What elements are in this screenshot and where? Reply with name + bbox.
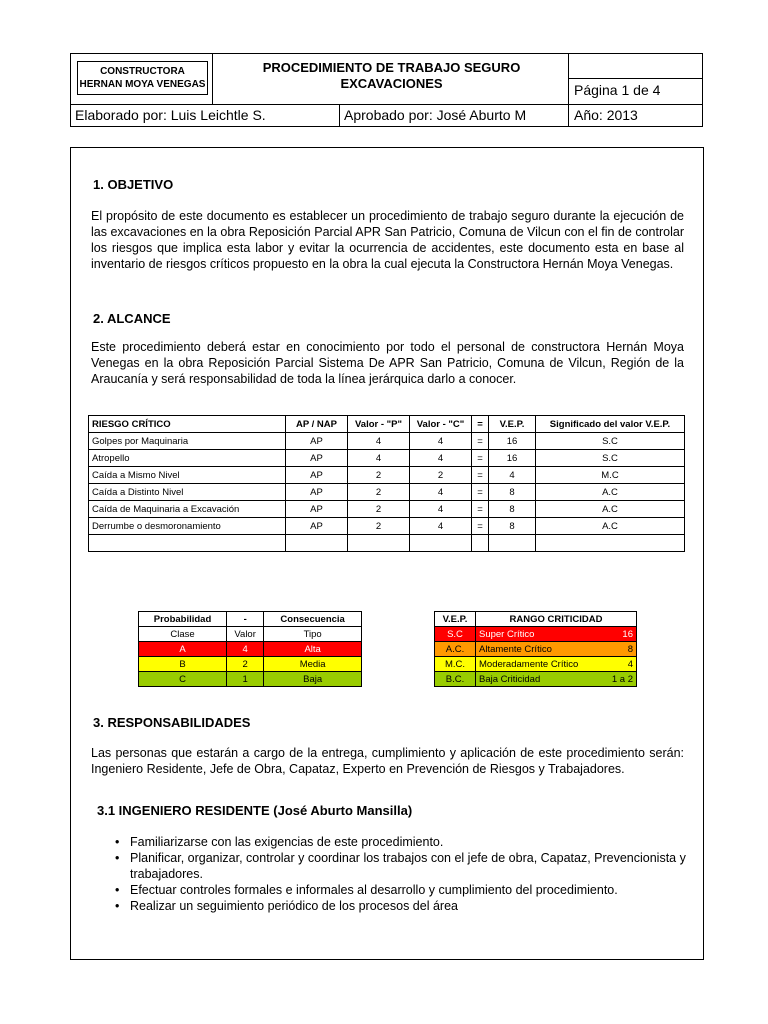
table-cell: A.C. — [435, 642, 476, 657]
table-row — [89, 484, 685, 501]
title-line2: EXCAVACIONES — [340, 76, 443, 91]
col-valor-c: Valor - "C" — [410, 416, 472, 433]
document-title — [214, 60, 569, 92]
table-cell: A — [139, 642, 227, 657]
table-cell: Golpes por Maquinaria — [89, 433, 286, 450]
col-vep: V.E.P. — [489, 416, 536, 433]
table-cell: V.E.P. — [435, 612, 476, 627]
table-cell: Atropello — [89, 450, 286, 467]
table-cell: 4 — [227, 642, 264, 657]
prob-subheader — [139, 627, 362, 642]
table-cell: Baja Criticidad — [476, 672, 603, 687]
table-cell: 8 — [489, 518, 536, 535]
vep-header — [435, 612, 637, 627]
table-cell: = — [472, 484, 489, 501]
table-cell: 2 — [410, 467, 472, 484]
responsibilities-list — [112, 834, 702, 914]
list-item: • Efectuar controles formales e informales al desarrollo y cumplimiento del procedimiento. — [112, 882, 702, 898]
vep-table — [434, 611, 637, 687]
table-row — [435, 657, 637, 672]
table-cell: 2 — [348, 484, 410, 501]
table-cell: C — [139, 672, 227, 687]
table-cell: M.C. — [435, 657, 476, 672]
table-row — [139, 657, 362, 672]
col-ap-nap: AP / NAP — [286, 416, 348, 433]
table-cell: 8 — [489, 484, 536, 501]
table-cell: AP — [286, 518, 348, 535]
company-logo — [77, 61, 208, 95]
document-header — [70, 53, 703, 127]
table-cell: = — [472, 467, 489, 484]
col-valor-p: Valor - "P" — [348, 416, 410, 433]
table-cell: 4 — [410, 501, 472, 518]
section-alcance-title: 2. ALCANCE — [93, 311, 171, 326]
table-cell: A.C — [536, 518, 685, 535]
table-cell: 4 — [602, 657, 637, 672]
table-row — [435, 627, 637, 642]
table-cell: A.C — [536, 484, 685, 501]
table-cell: Probabilidad — [139, 612, 227, 627]
table-cell: 4 — [410, 450, 472, 467]
page-number: Página 1 de 4 — [574, 82, 661, 98]
col-equals: = — [472, 416, 489, 433]
table-row — [89, 433, 685, 450]
table-cell: B — [139, 657, 227, 672]
prob-header — [139, 612, 362, 627]
table-cell: 2 — [348, 501, 410, 518]
list-item: • Familiarizarse con las exigencias de este procedimiento. — [112, 834, 702, 850]
section-objetivo-title: 1. OBJETIVO — [93, 177, 174, 192]
table-cell: S.C — [435, 627, 476, 642]
probability-table — [138, 611, 362, 687]
table-cell: Valor — [227, 627, 264, 642]
table-cell: Super Crítico — [476, 627, 603, 642]
table-cell: M.C — [536, 467, 685, 484]
risk-table — [88, 415, 685, 552]
table-cell: 16 — [602, 627, 637, 642]
section-responsabilidades-text: Las personas que estarán a cargo de la entrega, cumplimiento y aplicación de este procedimiento serán: Ingeniero Residente, Jefe de Obra, Capataz, Experto en Prevención de Riesgos y Trabajadores. — [91, 746, 684, 776]
table-cell: Tipo — [264, 627, 362, 642]
table-cell: 4 — [410, 433, 472, 450]
table-row — [435, 672, 637, 687]
table-cell: 4 — [348, 450, 410, 467]
aprobado-por: Aprobado por: José Aburto M — [344, 107, 527, 123]
table-cell: Baja — [264, 672, 362, 687]
table-cell: 16 — [489, 433, 536, 450]
table-cell: 8 — [489, 501, 536, 518]
table-row — [89, 450, 685, 467]
table-cell: 4 — [410, 484, 472, 501]
table-cell: 1 — [227, 672, 264, 687]
table-cell: Altamente Crítico — [476, 642, 603, 657]
table-cell: S.C — [536, 450, 685, 467]
table-cell: 2 — [348, 518, 410, 535]
section-alcance-text: Este procedimiento deberá estar en conocimiento por todo el personal de constructora Hernán Moya Venegas en la obra Reposición Parcial Sistema De APR San Patricio, Comuna de Vilcun, Región de la Araucanía y será responsabilidad de toda la línea jerárquica darlo a conocer. — [91, 340, 684, 386]
list-item: • Realizar un seguimiento periódico de los procesos del área — [112, 898, 702, 914]
table-cell: - — [227, 612, 264, 627]
table-cell: 8 — [602, 642, 637, 657]
col-riesgo: RIESGO CRÍTICO — [89, 416, 286, 433]
title-line1: PROCEDIMIENTO DE TRABAJO SEGURO — [262, 60, 521, 75]
table-cell: Alta — [264, 642, 362, 657]
table-cell: AP — [286, 484, 348, 501]
table-row-empty — [89, 535, 685, 552]
table-cell: 2 — [227, 657, 264, 672]
table-cell: Caída a Distinto Nivel — [89, 484, 286, 501]
list-item: • Planificar, organizar, controlar y coordinar los trabajos con el jefe de obra, Capataz, Prevencionista y trabajadores. — [112, 850, 702, 882]
table-cell: AP — [286, 501, 348, 518]
table-row — [89, 518, 685, 535]
table-cell: Caída de Maquinaria a Excavación — [89, 501, 286, 518]
table-cell: B.C. — [435, 672, 476, 687]
table-cell: Moderadamente Crítico — [476, 657, 603, 672]
table-cell: = — [472, 433, 489, 450]
table-cell: 4 — [489, 467, 536, 484]
elaborado-por: Elaborado por: Luis Leichtle S. — [75, 107, 266, 123]
table-cell: 4 — [410, 518, 472, 535]
table-cell: RANGO CRITICIDAD — [476, 612, 637, 627]
table-cell: 2 — [348, 467, 410, 484]
table-cell: Caída a Mismo Nivel — [89, 467, 286, 484]
col-significado: Significado del valor V.E.P. — [536, 416, 685, 433]
subsection-ingeniero-title: 3.1 INGENIERO RESIDENTE (José Aburto Mansilla) — [97, 803, 413, 818]
section-objetivo-text: El propósito de este documento es establecer un procedimiento de trabajo seguro durante la ejecución de las excavaciones en la obra Reposición Parcial APR San Patricio, Comuna de Vilcun con el fin de controlar los riesgos que implica esta labor y evitar la ocurrencia de accidentes, este documento esta en base al inventario de riesgos críticos propuesto en la obra la cual ejecuta la Constructora Hernán Moya Venegas. — [91, 209, 684, 271]
risk-table-header — [89, 416, 685, 433]
table-cell: = — [472, 450, 489, 467]
table-cell: S.C — [536, 433, 685, 450]
anio: Año: 2013 — [574, 107, 638, 123]
table-cell: A.C — [536, 501, 685, 518]
table-cell: 4 — [348, 433, 410, 450]
table-cell: Derrumbe o desmoronamiento — [89, 518, 286, 535]
table-row — [89, 501, 685, 518]
table-cell: AP — [286, 450, 348, 467]
table-row — [139, 642, 362, 657]
table-row — [435, 642, 637, 657]
table-cell: AP — [286, 433, 348, 450]
table-row — [139, 672, 362, 687]
section-responsabilidades-title: 3. RESPONSABILIDADES — [93, 715, 251, 730]
table-cell: Clase — [139, 627, 227, 642]
company-name-line2: HERNAN MOYA VENEGAS — [79, 79, 206, 90]
table-cell: = — [472, 518, 489, 535]
table-cell: = — [472, 501, 489, 518]
table-cell: Consecuencia — [264, 612, 362, 627]
company-name-line1: CONSTRUCTORA — [100, 66, 185, 77]
table-cell: Media — [264, 657, 362, 672]
table-row — [89, 467, 685, 484]
table-cell: 16 — [489, 450, 536, 467]
table-cell: AP — [286, 467, 348, 484]
table-cell: 1 a 2 — [602, 672, 637, 687]
